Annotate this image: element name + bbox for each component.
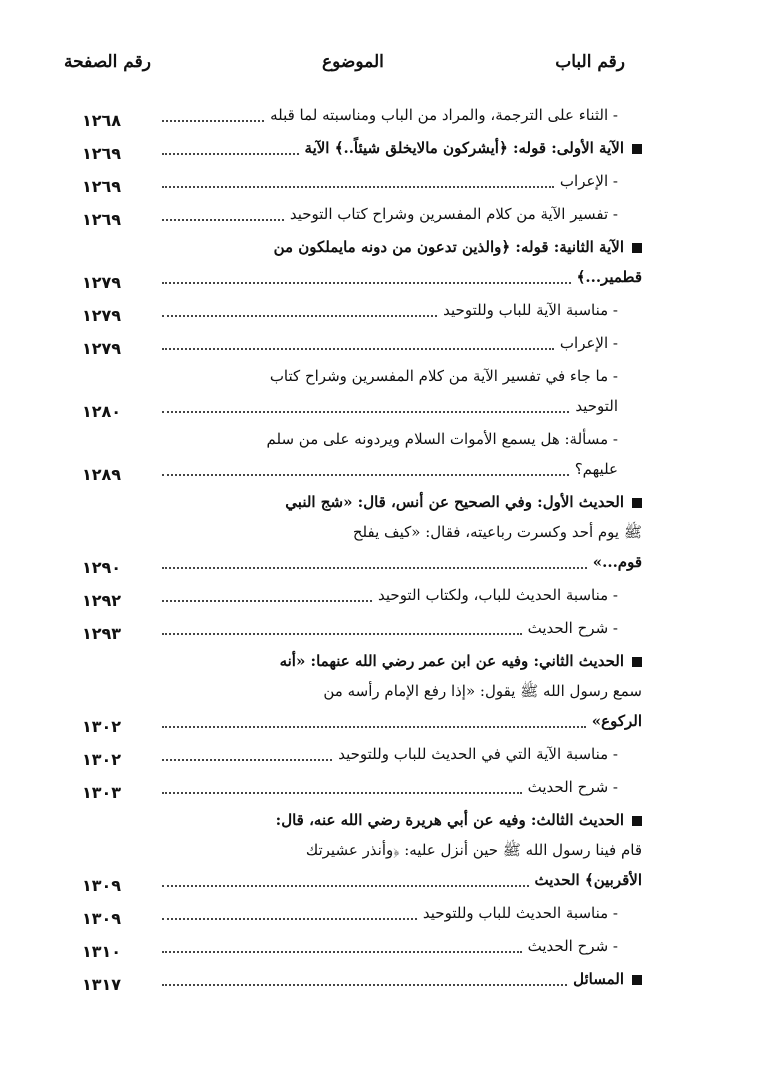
toc-entry-text: سمع رسول الله ﷺ يقول: «إذا رفع الإمام رأسه من (323, 682, 642, 700)
toc-entry (82, 361, 642, 421)
toc-entry-text: - مناسبة الآية التي في الحديث للباب وللتوحيد (338, 745, 618, 763)
toc-entry-text: - مناسبة الحديث للباب وللتوحيد (422, 904, 618, 922)
toc-entry (82, 739, 642, 769)
toc-page-number: ١٢٦٩ (82, 144, 122, 163)
leader-dots (162, 726, 586, 728)
square-bullet-icon (632, 243, 642, 253)
toc-page-number: ١٣٠٢ (82, 717, 122, 736)
square-bullet-icon (632, 144, 642, 154)
toc-entry-text: - الإعراب (559, 172, 618, 190)
leader-dots (162, 792, 522, 794)
toc-page-number: ١٣٠٢ (82, 750, 122, 769)
toc-entry (82, 646, 642, 736)
toc-entry-text: - شرح الحديث (527, 619, 618, 637)
leader-dots (162, 186, 554, 188)
toc-entry-text: الحديث الثاني: وفيه عن ابن عمر رضي الله عنهما: «أنه (279, 652, 624, 670)
toc-entry-text: - مناسبة الآية للباب وللتوحيد (443, 301, 618, 319)
leader-dots (162, 885, 529, 887)
square-bullet-icon (632, 975, 642, 985)
leader-dots (162, 153, 299, 155)
toc-entry-text: التوحيد (575, 397, 618, 415)
toc-entry (82, 100, 642, 130)
toc-page-number: ١٣٠٩ (82, 876, 122, 895)
toc-page-number: ١٢٧٩ (82, 339, 122, 358)
square-bullet-icon (632, 816, 642, 826)
toc-page-number: ١٢٨٩ (82, 465, 122, 484)
toc-entry-text: قوم...» (592, 553, 642, 571)
toc-page-number: ١٣٠٩ (82, 909, 122, 928)
leader-dots (162, 600, 372, 602)
toc-entry-text: الركوع» (591, 712, 642, 730)
toc-entry-text: - تفسير الآية من كلام المفسرين وشراح كتاب التوحيد (289, 205, 618, 223)
toc-entry (82, 328, 642, 358)
leader-dots (162, 633, 522, 635)
leader-dots (162, 918, 417, 920)
toc-entry (82, 805, 642, 895)
toc-entry (82, 964, 642, 994)
toc-entry-text: قطمير...﴾ (576, 268, 642, 286)
toc-page-number: ١٣١٠ (82, 942, 122, 961)
toc-entry-text: ﷺ يوم أحد وكسرت رباعيته، فقال: «كيف يفلح (352, 523, 642, 541)
toc-entry (82, 133, 642, 163)
leader-dots (162, 567, 587, 569)
toc-entry (82, 898, 642, 928)
toc-entry-text: الحديث الثالث: وفيه عن أبي هريرة رضي الله عنه، قال: (275, 811, 624, 829)
toc-page-number: ١٢٦٨ (82, 111, 122, 130)
leader-dots (162, 474, 569, 476)
toc-entry (82, 424, 642, 484)
toc-page-number: ١٢٩٠ (82, 558, 122, 577)
leader-dots (162, 411, 569, 413)
leader-dots (162, 282, 571, 284)
toc-entry (82, 232, 642, 292)
toc-page-number: ١٢٩٢ (82, 591, 122, 610)
toc-page-number: ١٢٧٩ (82, 273, 122, 292)
toc-entry-text: - شرح الحديث (527, 937, 618, 955)
toc-entry-text: - الإعراب (559, 334, 618, 352)
leader-dots (162, 951, 522, 953)
toc-page-number: ١٢٦٩ (82, 210, 122, 229)
toc-entry (82, 613, 642, 643)
leader-dots (162, 315, 437, 317)
toc-entry-text: - الثناء على الترجمة، والمراد من الباب ومناسبته لما قبله (270, 106, 618, 124)
square-bullet-icon (632, 657, 642, 667)
toc-page-number: ١٢٨٠ (82, 402, 122, 421)
leader-dots (162, 348, 554, 350)
toc-entry-text: - ما جاء في تفسير الآية من كلام المفسرين وشراح كتاب (269, 367, 618, 385)
toc-entry (82, 295, 642, 325)
table-of-contents (82, 100, 642, 997)
toc-entry (82, 772, 642, 802)
leader-dots (162, 759, 332, 761)
toc-entry (82, 931, 642, 961)
toc-entry-text: المسائل (573, 970, 624, 988)
toc-entry-text: - مسألة: هل يسمع الأموات السلام ويردونه على من سلم (266, 430, 618, 448)
toc-entry (82, 487, 642, 577)
toc-entry-text: الآية الأولى: قوله: ﴿أيشركون مالايخلق شيئاً..﴾ الآية (304, 139, 624, 157)
header-chapter-number: رقم الباب (555, 52, 625, 72)
leader-dots (162, 219, 284, 221)
toc-entry-text: الآية الثانية: قوله: ﴿والذين تدعون من دونه مايملكون من (273, 238, 624, 256)
square-bullet-icon (632, 498, 642, 508)
toc-entry (82, 199, 642, 229)
toc-page-number: ١٣١٧ (82, 975, 122, 994)
header-page-number: رقم الصفحة (64, 52, 151, 72)
toc-entry-text: الأقربين﴾ الحديث (534, 871, 642, 889)
toc-entry-text: الحديث الأول: وفي الصحيح عن أنس، قال: «شج النبي (285, 493, 624, 511)
toc-entry-text: عليهم؟ (574, 460, 618, 478)
toc-page-number: ١٢٧٩ (82, 306, 122, 325)
toc-entry-text: - مناسبة الحديث للباب، ولكتاب التوحيد (378, 586, 618, 604)
toc-entry-text: قام فينا رسول الله ﷺ حين أنزل عليه: ﴿وأنذر عشيرتك (305, 841, 642, 859)
leader-dots (162, 120, 264, 122)
toc-page-number: ١٣٠٣ (82, 783, 122, 802)
toc-entry (82, 580, 642, 610)
header-topic: الموضوع (322, 52, 384, 72)
toc-page-number: ١٢٦٩ (82, 177, 122, 196)
toc-entry-text: - شرح الحديث (527, 778, 618, 796)
leader-dots (162, 984, 567, 986)
toc-page-number: ١٢٩٣ (82, 624, 122, 643)
toc-entry (82, 166, 642, 196)
